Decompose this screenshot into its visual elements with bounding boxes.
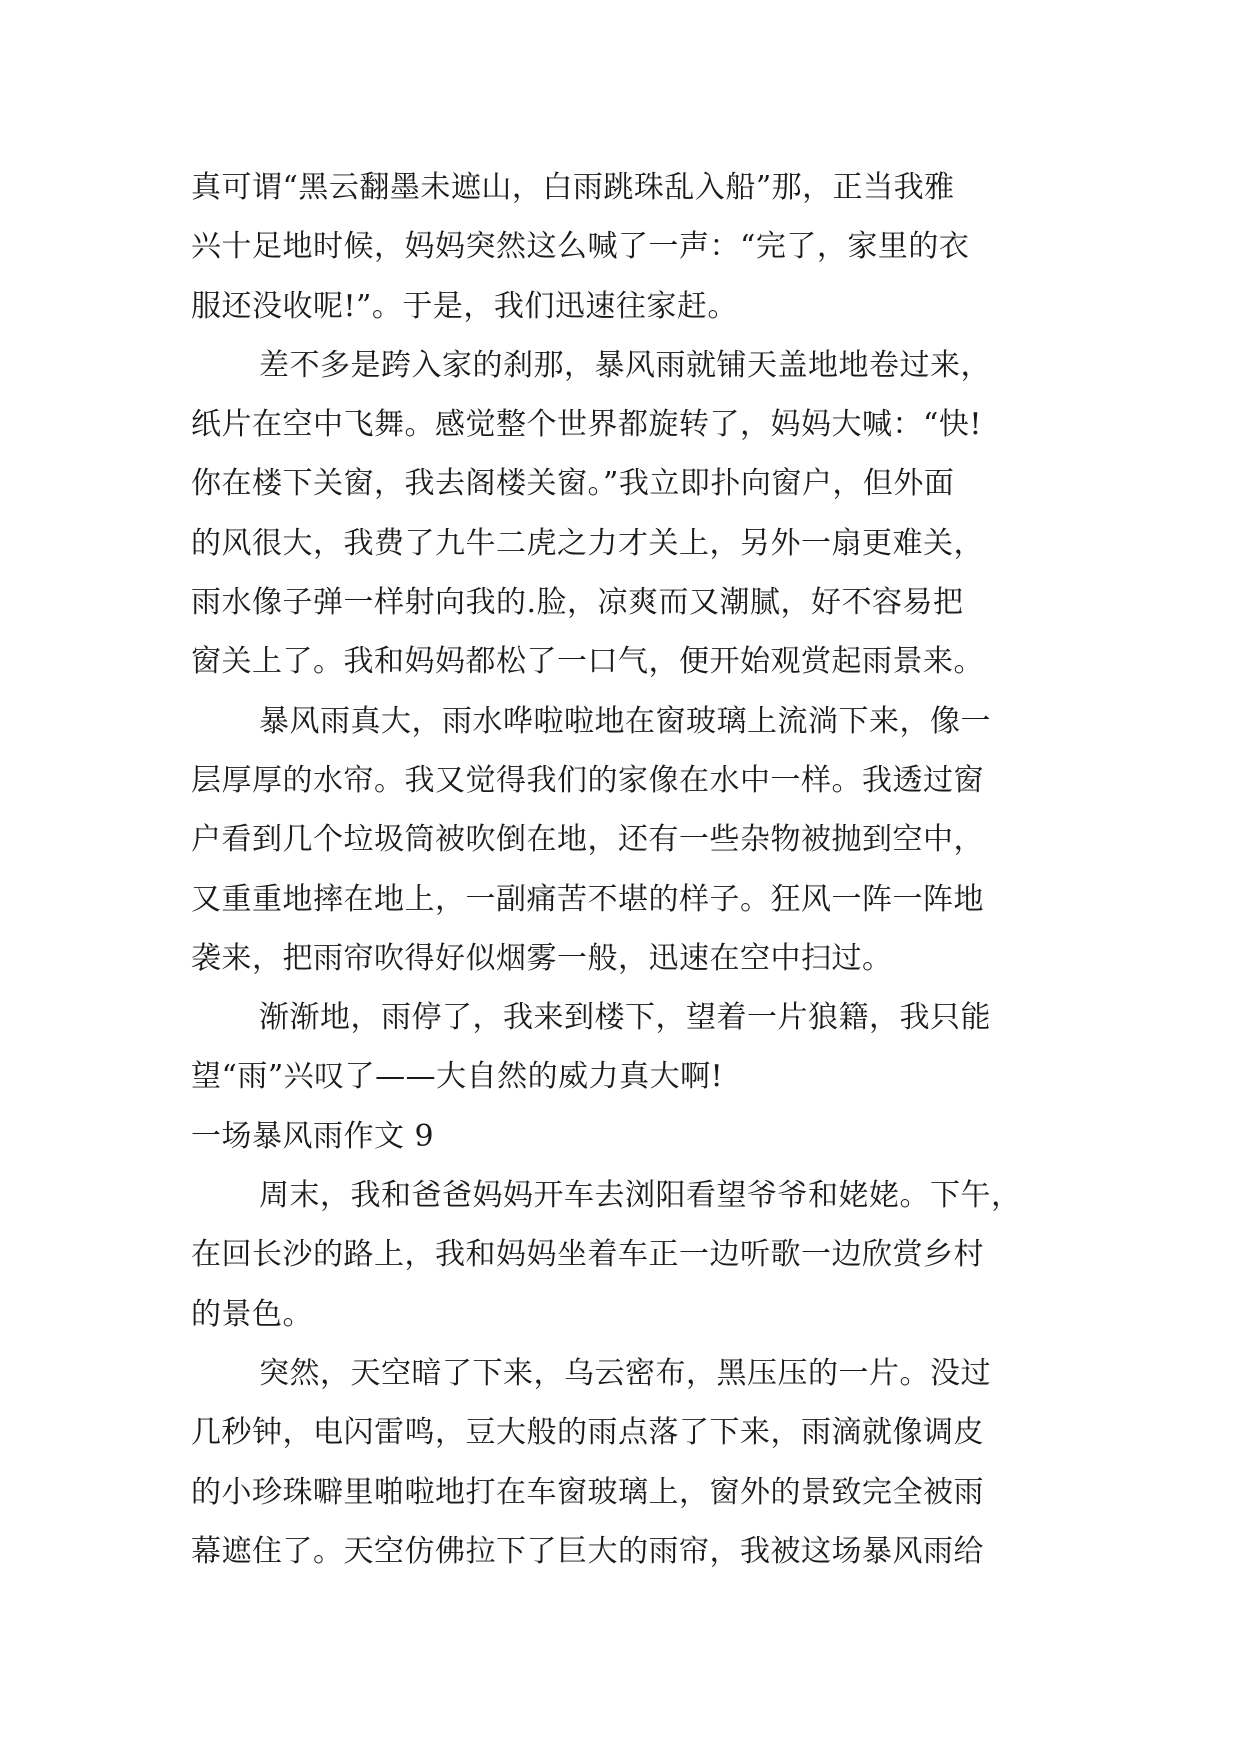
text-line: 你在楼下关窗，我去阁楼关窗。”我立即扑向窗户，但外面 bbox=[191, 466, 955, 502]
text-line: 兴十足地时候，妈妈突然这么喊了一声：“完了，家里的衣 bbox=[191, 229, 970, 265]
text-line: 望“雨”兴叹了——大自然的威力真大啊! bbox=[191, 1059, 724, 1095]
text-line: 周末，我和爸爸妈妈开车去浏阳看望爷爷和姥姥。下午， bbox=[259, 1178, 1022, 1214]
text-line: 又重重地摔在地上，一副痛苦不堪的样子。狂风一阵一阵地 bbox=[191, 881, 984, 917]
text-line: 服还没收呢!”。于是，我们迅速往家赶。 bbox=[191, 288, 738, 324]
text-line: 渐渐地，雨停了，我来到楼下，望着一片狼籍，我只能 bbox=[259, 1000, 991, 1036]
text-line: 户看到几个垃圾筒被吹倒在地，还有一些杂物被抛到空中， bbox=[191, 822, 984, 858]
text-line: 的景色。 bbox=[191, 1296, 313, 1332]
text-line: 在回长沙的路上，我和妈妈坐着车正一边听歌一边欣赏乡村 bbox=[191, 1237, 984, 1273]
text-line: 雨水像子弹一样射向我的.脸，凉爽而又潮腻，好不容易把 bbox=[191, 585, 964, 621]
document-body bbox=[191, 158, 1061, 1581]
text-line: 层厚厚的水帘。我又觉得我们的家像在水中一样。我透过窗 bbox=[191, 762, 984, 798]
text-line: 暴风雨真大，雨水哗啦啦地在窗玻璃上流淌下来，像一 bbox=[259, 703, 991, 739]
text-line: 窗关上了。我和妈妈都松了一口气，便开始观赏起雨景来。 bbox=[191, 644, 984, 680]
text-line: 差不多是跨入家的刹那，暴风雨就铺天盖地地卷过来， bbox=[259, 347, 991, 383]
text-line: 真可谓“黑云翻墨未遮山，白雨跳珠乱入船”那，正当我雅 bbox=[191, 170, 955, 205]
text-line: 的风很大，我费了九牛二虎之力才关上，另外一扇更难关， bbox=[191, 525, 984, 561]
text-line: 袭来，把雨帘吹得好似烟雾一般，迅速在空中扫过。 bbox=[191, 940, 893, 976]
text-line: 纸片在空中飞舞。感觉整个世界都旋转了，妈妈大喊：“快! bbox=[191, 407, 982, 443]
text-line: 的小珍珠噼里啪啦地打在车窗玻璃上，窗外的景致完全被雨 bbox=[191, 1474, 984, 1510]
section-heading: 一场暴风雨作文 9 bbox=[191, 1118, 435, 1154]
text-line: 幕遮住了。天空仿佛拉下了巨大的雨帘，我被这场暴风雨给 bbox=[191, 1533, 984, 1569]
text-line: 几秒钟，电闪雷鸣，豆大般的雨点落了下来，雨滴就像调皮 bbox=[191, 1415, 984, 1451]
text-line: 突然，天空暗了下来，乌云密布，黑压压的一片。没过 bbox=[259, 1355, 991, 1391]
